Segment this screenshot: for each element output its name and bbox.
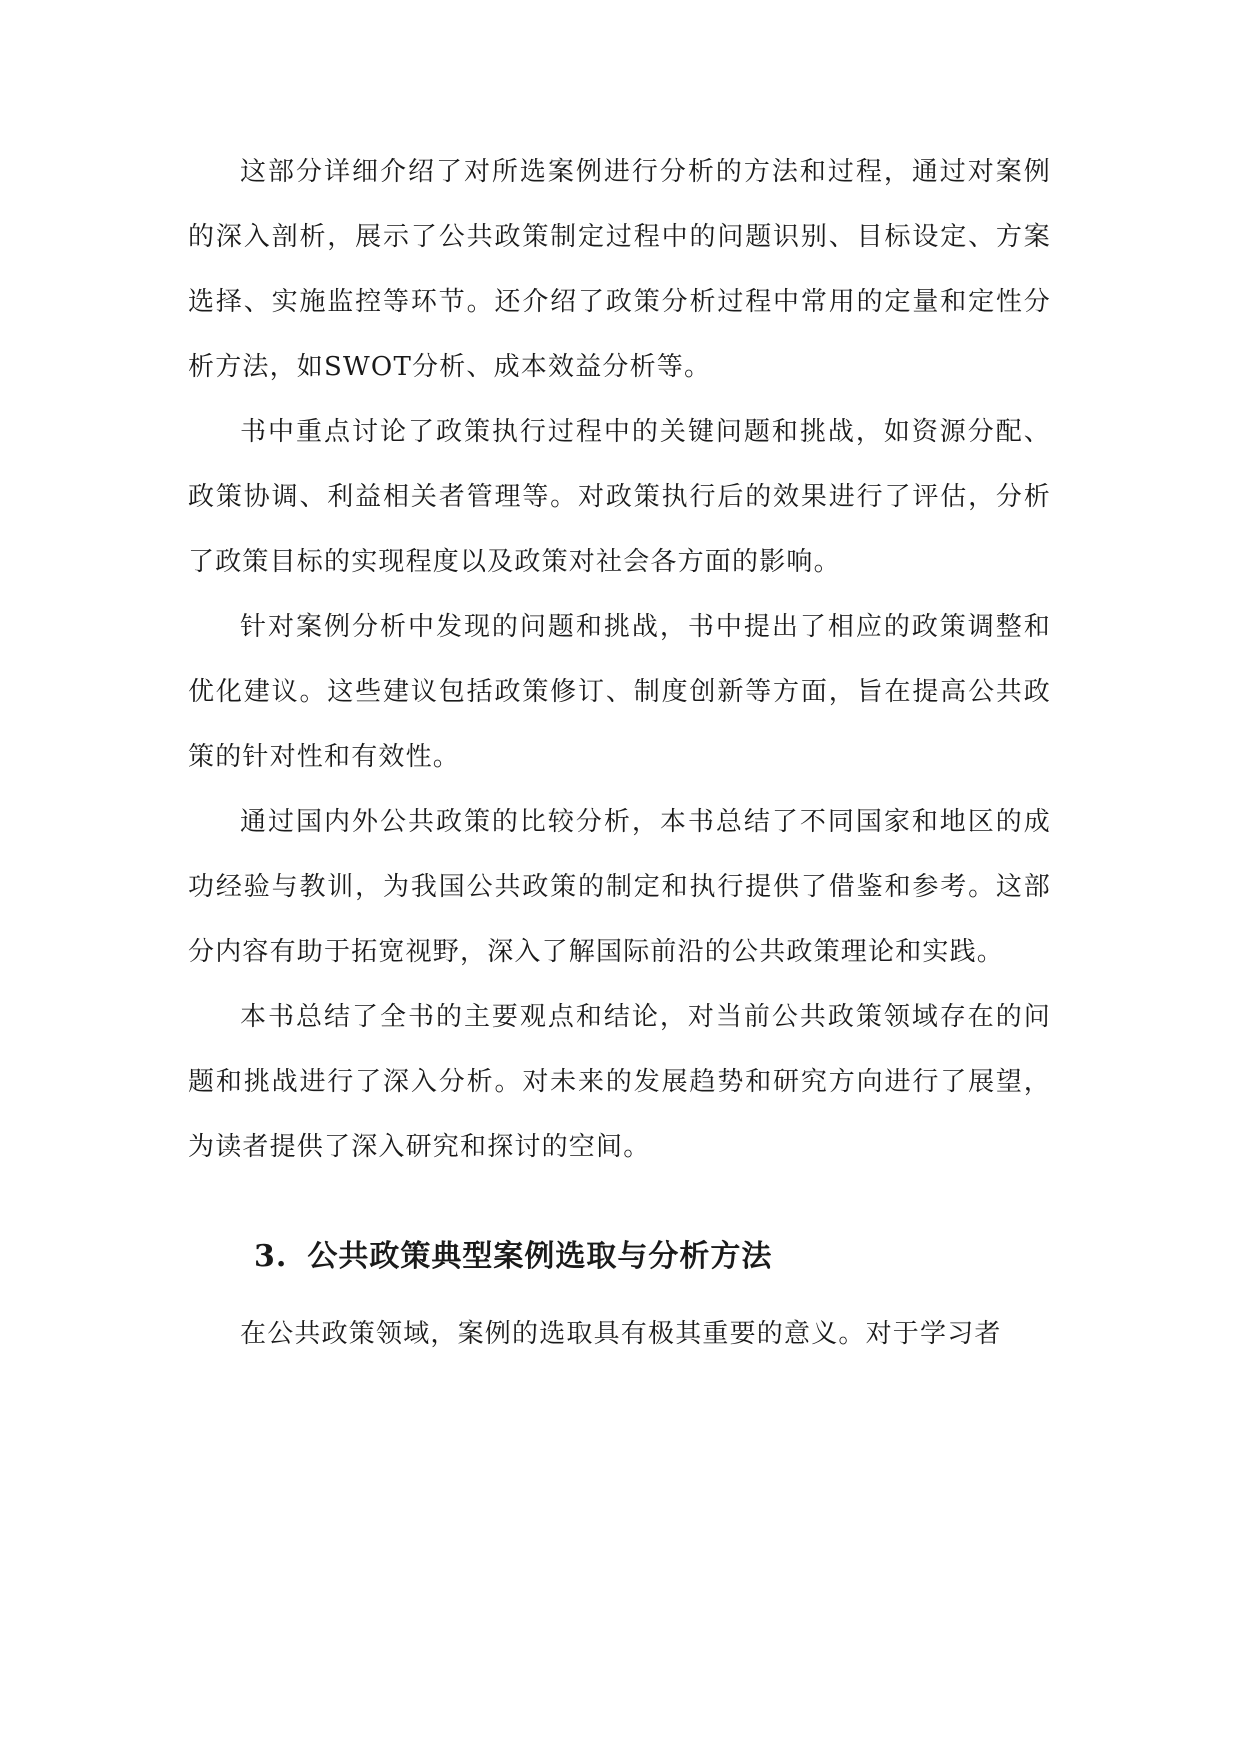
paragraph-book-conclusion: 本书总结了全书的主要观点和结论，对当前公共政策领域存在的问题和挑战进行了深入分析。对未来的发展趋势和研究方向进行了展望，为读者提供了深入研究和探讨的空间。 [188,1002,1051,1162]
paragraph-policy-adjustment: 针对案例分析中发现的问题和挑战，书中提出了相应的政策调整和优化建议。这些建议包括政策修订、制度创新等方面，旨在提高公共政策的针对性和有效性。 [188,612,1051,772]
section-number: 3. [254,1239,288,1274]
section-title: 公共政策典型案例选取与分析方法 [307,1239,773,1274]
paragraph-section-intro: 在公共政策领域，案例的选取具有极其重要的意义。对于学习者 [240,1319,1002,1349]
paragraph-case-analysis-methods: 这部分详细介绍了对所选案例进行分析的方法和过程，通过对案例的深入剖析，展示了公共政策制定过程中的问题识别、目标设定、方案选择、实施监控等环节。还介绍了政策分析过程中常用的定量和定性分析方法，如SWOT分析、成本效益分析等。 [188,157,1051,382]
paragraph-policy-execution: 书中重点讨论了政策执行过程中的关键问题和挑战，如资源分配、政策协调、利益相关者管理等。对政策执行后的效果进行了评估，分析了政策目标的实现程度以及政策对社会各方面的影响。 [188,417,1051,577]
section-heading [188,1222,1051,1292]
paragraph-comparative-analysis: 通过国内外公共政策的比较分析，本书总结了不同国家和地区的成功经验与教训，为我国公共政策的制定和执行提供了借鉴和参考。这部分内容有助于拓宽视野，深入了解国际前沿的公共政策理论和实践。 [188,807,1051,967]
